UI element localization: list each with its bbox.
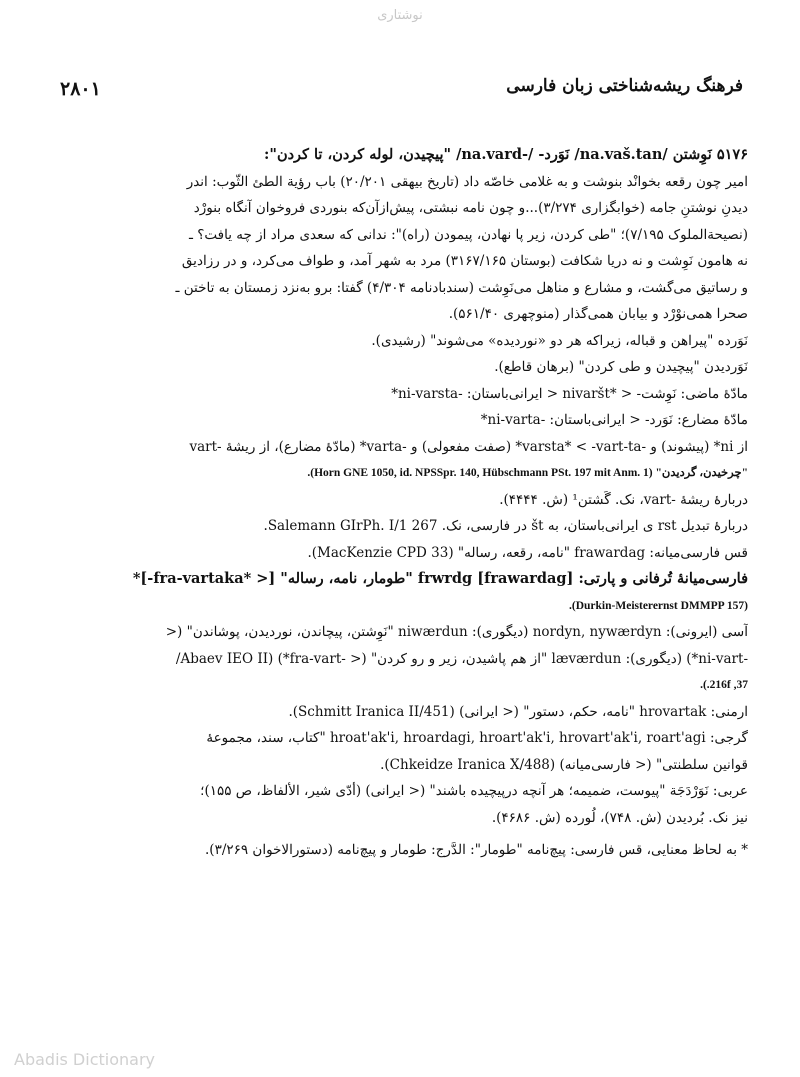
- text-line: 37, 216f.).: [700, 679, 748, 691]
- text-line: دربارهٔ تبدیل rst ی ایرانی‌باستان، به št در فارسی، نک. Salemann GIrPh. I/1 267.: [263, 518, 748, 534]
- text-line: قس فارسی‌میانه: frawardag "نامه، رقعه، رساله" (MacKenzie CPD 33).: [307, 544, 748, 561]
- text-line: ۵۱۷۶ نَوِشتن /na.vaš.tan/ نَوَرد- /-na.vard/ "پیچیدن، لوله کردن، تا کردن":: [264, 146, 748, 163]
- text-line: مادّهٔ مضارع: نَوَرد- < ایرانی‌باستان: -ni-varta*: [480, 412, 748, 428]
- text-line: "چرخیدن، گردیدن" (Horn GNE 1050, id. NPSSpr. 140, Hübschmann PSt. 197 mit Anm. 1).: [307, 467, 748, 479]
- text-line: (Durkin-Meisterernst DMMPP 157).: [569, 599, 748, 612]
- text-line: گرجی: hroat'ak'i, hroardagi, hroart'ak'i, hrovart'ak'i, roart'agi "کتاب، سند، مجموعهٔ: [206, 730, 748, 746]
- text-line: (نصیحة‌الملوک ۷/۱۹۵)؛ "طی کردن، زیر پا نهادن، پیمودن (راه)": ندانی که سعدی مراد از چه یافت؟ ـ: [189, 226, 748, 243]
- text-line: فارسی‌میانهٔ تُرفانی و پارتی: frwrdg [frawardag] "طومار، نامه، رساله" [< *fra-vartaka-]*: [132, 570, 748, 587]
- text-line: نه هامون نَوِشت و نه دریا شکافت (بوستان ۳۱۶۷/۱۶۵) مرد به شهر آمد، و طواف می‌کرد، و در رزادیق: [181, 253, 748, 269]
- text-line: و رساتیق می‌گشت، و مشارع و مناهل می‌نَوِشت (سندبادنامه ۴/۳۰۴) گفتا: برو به‌نزد زمستان به تاختن ـ: [175, 279, 748, 296]
- text-line: امیر چون رقعه بخوانْد بنوشت و به غلامی خاصّه داد (تاریخ بیهقی ۲۰/۲۰۱) باب رؤیة الطئ الثّوب: اندر: [186, 173, 748, 190]
- text-line: نَوَردیدن "پیچیدن و طی کردن" (برهان قاطع).: [494, 359, 748, 375]
- text-line: نیز نک. بُردیدن (ش. ۷۴۸)، لُورده (ش. ۴۶۸۶).: [491, 809, 748, 826]
- running-title: فرهنگ ریشه‌شناختی زبان فارسی: [506, 76, 743, 96]
- dictionary-entry-body: [56, 142, 748, 864]
- text-line: قوانین سلطنتی" (< فارسی‌میانه) (Chkeidze Iranica X/488).: [380, 756, 748, 773]
- text-line: مادّهٔ ماضی: نَوِشت- < *nivaršt < ایرانی‌باستان: -ni-varsta*: [391, 385, 748, 402]
- text-line: -ni-vart*) (دیگوری): læværdun "از هم پاشیدن، زیر و رو کردن" (< -fra-vart*) (Abaev IEO II/: [175, 650, 748, 667]
- text-line: صحرا همی‌نوْرْد و بیابان همی‌گذار (منوچهری ۵۶۱/۴۰).: [448, 306, 748, 322]
- watermark: Abadis Dictionary: [14, 1050, 155, 1069]
- text-line: از ni* (پیشوند) و -varsta* < -vart-ta* (صفت مفعولی) و -varta* (مادّهٔ مضارع)، از ریشهٔ -vart: [189, 438, 748, 455]
- site-title: نوشتاری: [377, 8, 423, 23]
- text-line: * به لحاظ معنایی، قس فارسی: پیچ‌نامه "طومار": الدَّرج: طومار و پیچ‌نامه (دستورالاخوان ۳/۲۶۹).: [205, 842, 748, 858]
- text-line: دیدنِ نوشتنِ جامه (خوابگزاری ۳/۲۷۴)...و چون نامه نبشتی، پیش‌ازآن‌که بنوردی فروخوان آنگاه بنورْد: [193, 200, 748, 216]
- text-line: عربی: نَوَرْدَجَة "پیوست، ضمیمه؛ هر آنچه درپیچیده باشند" (< ایرانی) (أدّی شیر، الألفاظ، ص ۱۵۵)؛: [200, 783, 748, 799]
- text-line: ارمنی: hrovartak "نامه، حکم، دستور" (< ایرانی) (Schmitt Iranica II/451).: [288, 703, 748, 720]
- text-line: آسی (ایرونی): nordyn, nywærdyn (دیگوری): niwærdun "نَوِشتن، پیچاندن، نوردیدن، پوشاندن" (<: [165, 624, 748, 640]
- text-line: نَوَرده "پیراهن و قباله، زیراکه هر دو «نوردیده» می‌شوند" (رشیدی).: [371, 332, 748, 349]
- page-number: ۲۸۰۱: [60, 78, 101, 100]
- text-line: دربارهٔ ریشهٔ -vart، نک. گَشتن¹ (ش. ۴۴۴۴).: [499, 491, 748, 508]
